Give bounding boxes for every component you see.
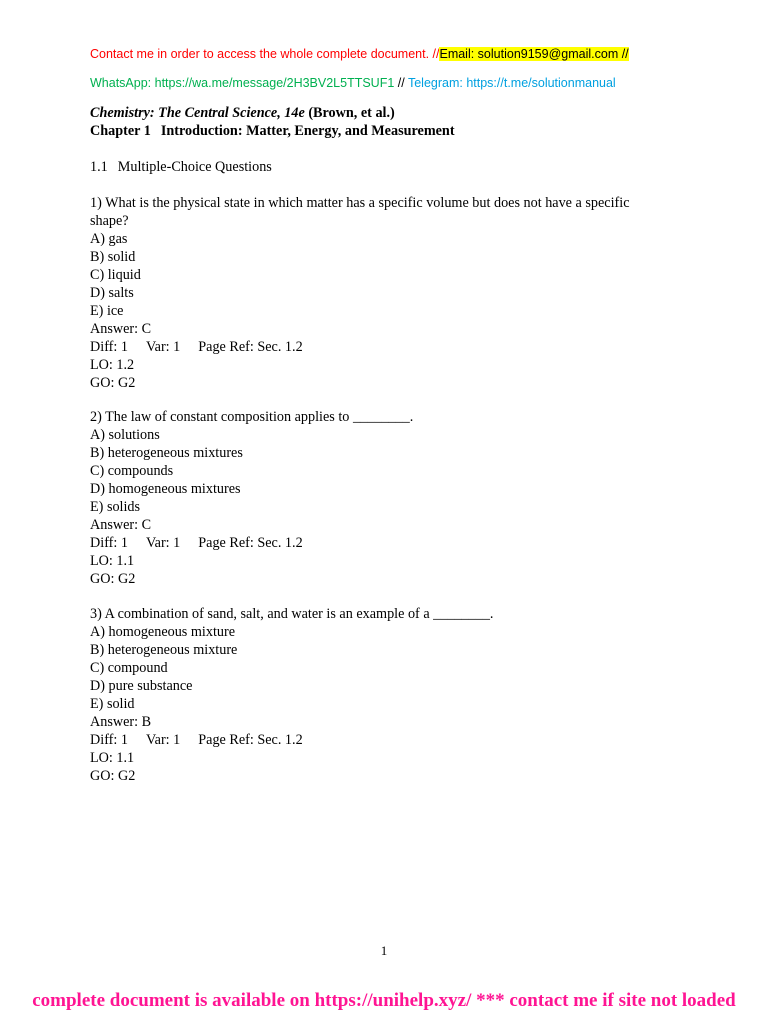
global-outcome: GO: G2: [90, 375, 136, 391]
question-stem-cont: shape?: [90, 213, 129, 229]
email-link[interactable]: Email: solution9159@gmail.com //: [439, 47, 629, 61]
learning-objective: LO: 1.1: [90, 750, 135, 766]
option-d: D) salts: [90, 285, 134, 301]
telegram-link[interactable]: Telegram: https://t.me/solutionmanual: [407, 76, 616, 90]
meta-line: [90, 534, 680, 552]
book-title-italic: Chemistry: The Central Science, 14e: [90, 105, 305, 121]
footer-banner[interactable]: complete document is available on https://unihelp.xyz/ *** contact me if site not loaded: [32, 990, 736, 1011]
global-outcome: GO: G2: [90, 768, 136, 784]
page-ref: Page Ref: Sec. 1.2: [198, 732, 303, 748]
question-2: [90, 408, 680, 588]
question-stem: 1) What is the physical state in which matter has a specific volume but does not have a specific: [90, 195, 630, 211]
section-number: 1.1: [90, 159, 108, 175]
option-c: C) compounds: [90, 463, 174, 479]
option-e: E) solid: [90, 696, 135, 712]
option-e: E) ice: [90, 303, 124, 319]
option-a: A) gas: [90, 231, 128, 247]
answer: Answer: C: [90, 321, 152, 337]
question-stem: 2) The law of constant composition applies to ________.: [90, 409, 414, 425]
book-authors: (Brown, et al.): [304, 105, 395, 121]
separator: //: [394, 76, 408, 90]
option-d: D) pure substance: [90, 678, 193, 694]
answer: Answer: B: [90, 714, 152, 730]
page-ref: Page Ref: Sec. 1.2: [198, 535, 303, 551]
book-title: [90, 104, 690, 122]
option-a: A) homogeneous mixture: [90, 624, 235, 640]
page-ref: Page Ref: Sec. 1.2: [198, 339, 303, 355]
whatsapp-link[interactable]: WhatsApp: https://wa.me/message/2H3BV2L5TTSUF1: [90, 76, 395, 90]
difficulty: Diff: 1: [90, 732, 128, 748]
section-heading: [90, 158, 690, 176]
variant: Var: 1: [145, 339, 181, 355]
global-outcome: GO: G2: [90, 571, 136, 587]
variant: Var: 1: [145, 535, 181, 551]
meta-line: [90, 731, 680, 749]
difficulty: Diff: 1: [90, 535, 128, 551]
messaging-line: [90, 76, 616, 90]
chapter-number: Chapter 1: [90, 123, 151, 139]
chapter-title: Introduction: Matter, Energy, and Measurement: [160, 123, 455, 139]
variant: Var: 1: [145, 732, 181, 748]
option-a: A) solutions: [90, 427, 160, 443]
contact-text: Contact me in order to access the whole complete document. //: [90, 47, 440, 61]
learning-objective: LO: 1.1: [90, 553, 135, 569]
learning-objective: LO: 1.2: [90, 357, 135, 373]
option-b: B) solid: [90, 249, 136, 265]
option-c: C) liquid: [90, 267, 141, 283]
page-number: 1: [380, 943, 388, 958]
option-e: E) solids: [90, 499, 141, 515]
answer: Answer: C: [90, 517, 152, 533]
option-b: B) heterogeneous mixtures: [90, 445, 243, 461]
difficulty: Diff: 1: [90, 339, 128, 355]
question-1: [90, 194, 680, 392]
contact-line: [90, 47, 629, 61]
chapter-heading: [90, 122, 690, 140]
section-title: Multiple-Choice Questions: [117, 159, 272, 175]
question-stem: 3) A combination of sand, salt, and water is an example of a ________.: [90, 606, 494, 622]
option-d: D) homogeneous mixtures: [90, 481, 241, 497]
meta-line: [90, 338, 680, 356]
question-3: [90, 605, 680, 785]
option-c: C) compound: [90, 660, 168, 676]
option-b: B) heterogeneous mixture: [90, 642, 238, 658]
